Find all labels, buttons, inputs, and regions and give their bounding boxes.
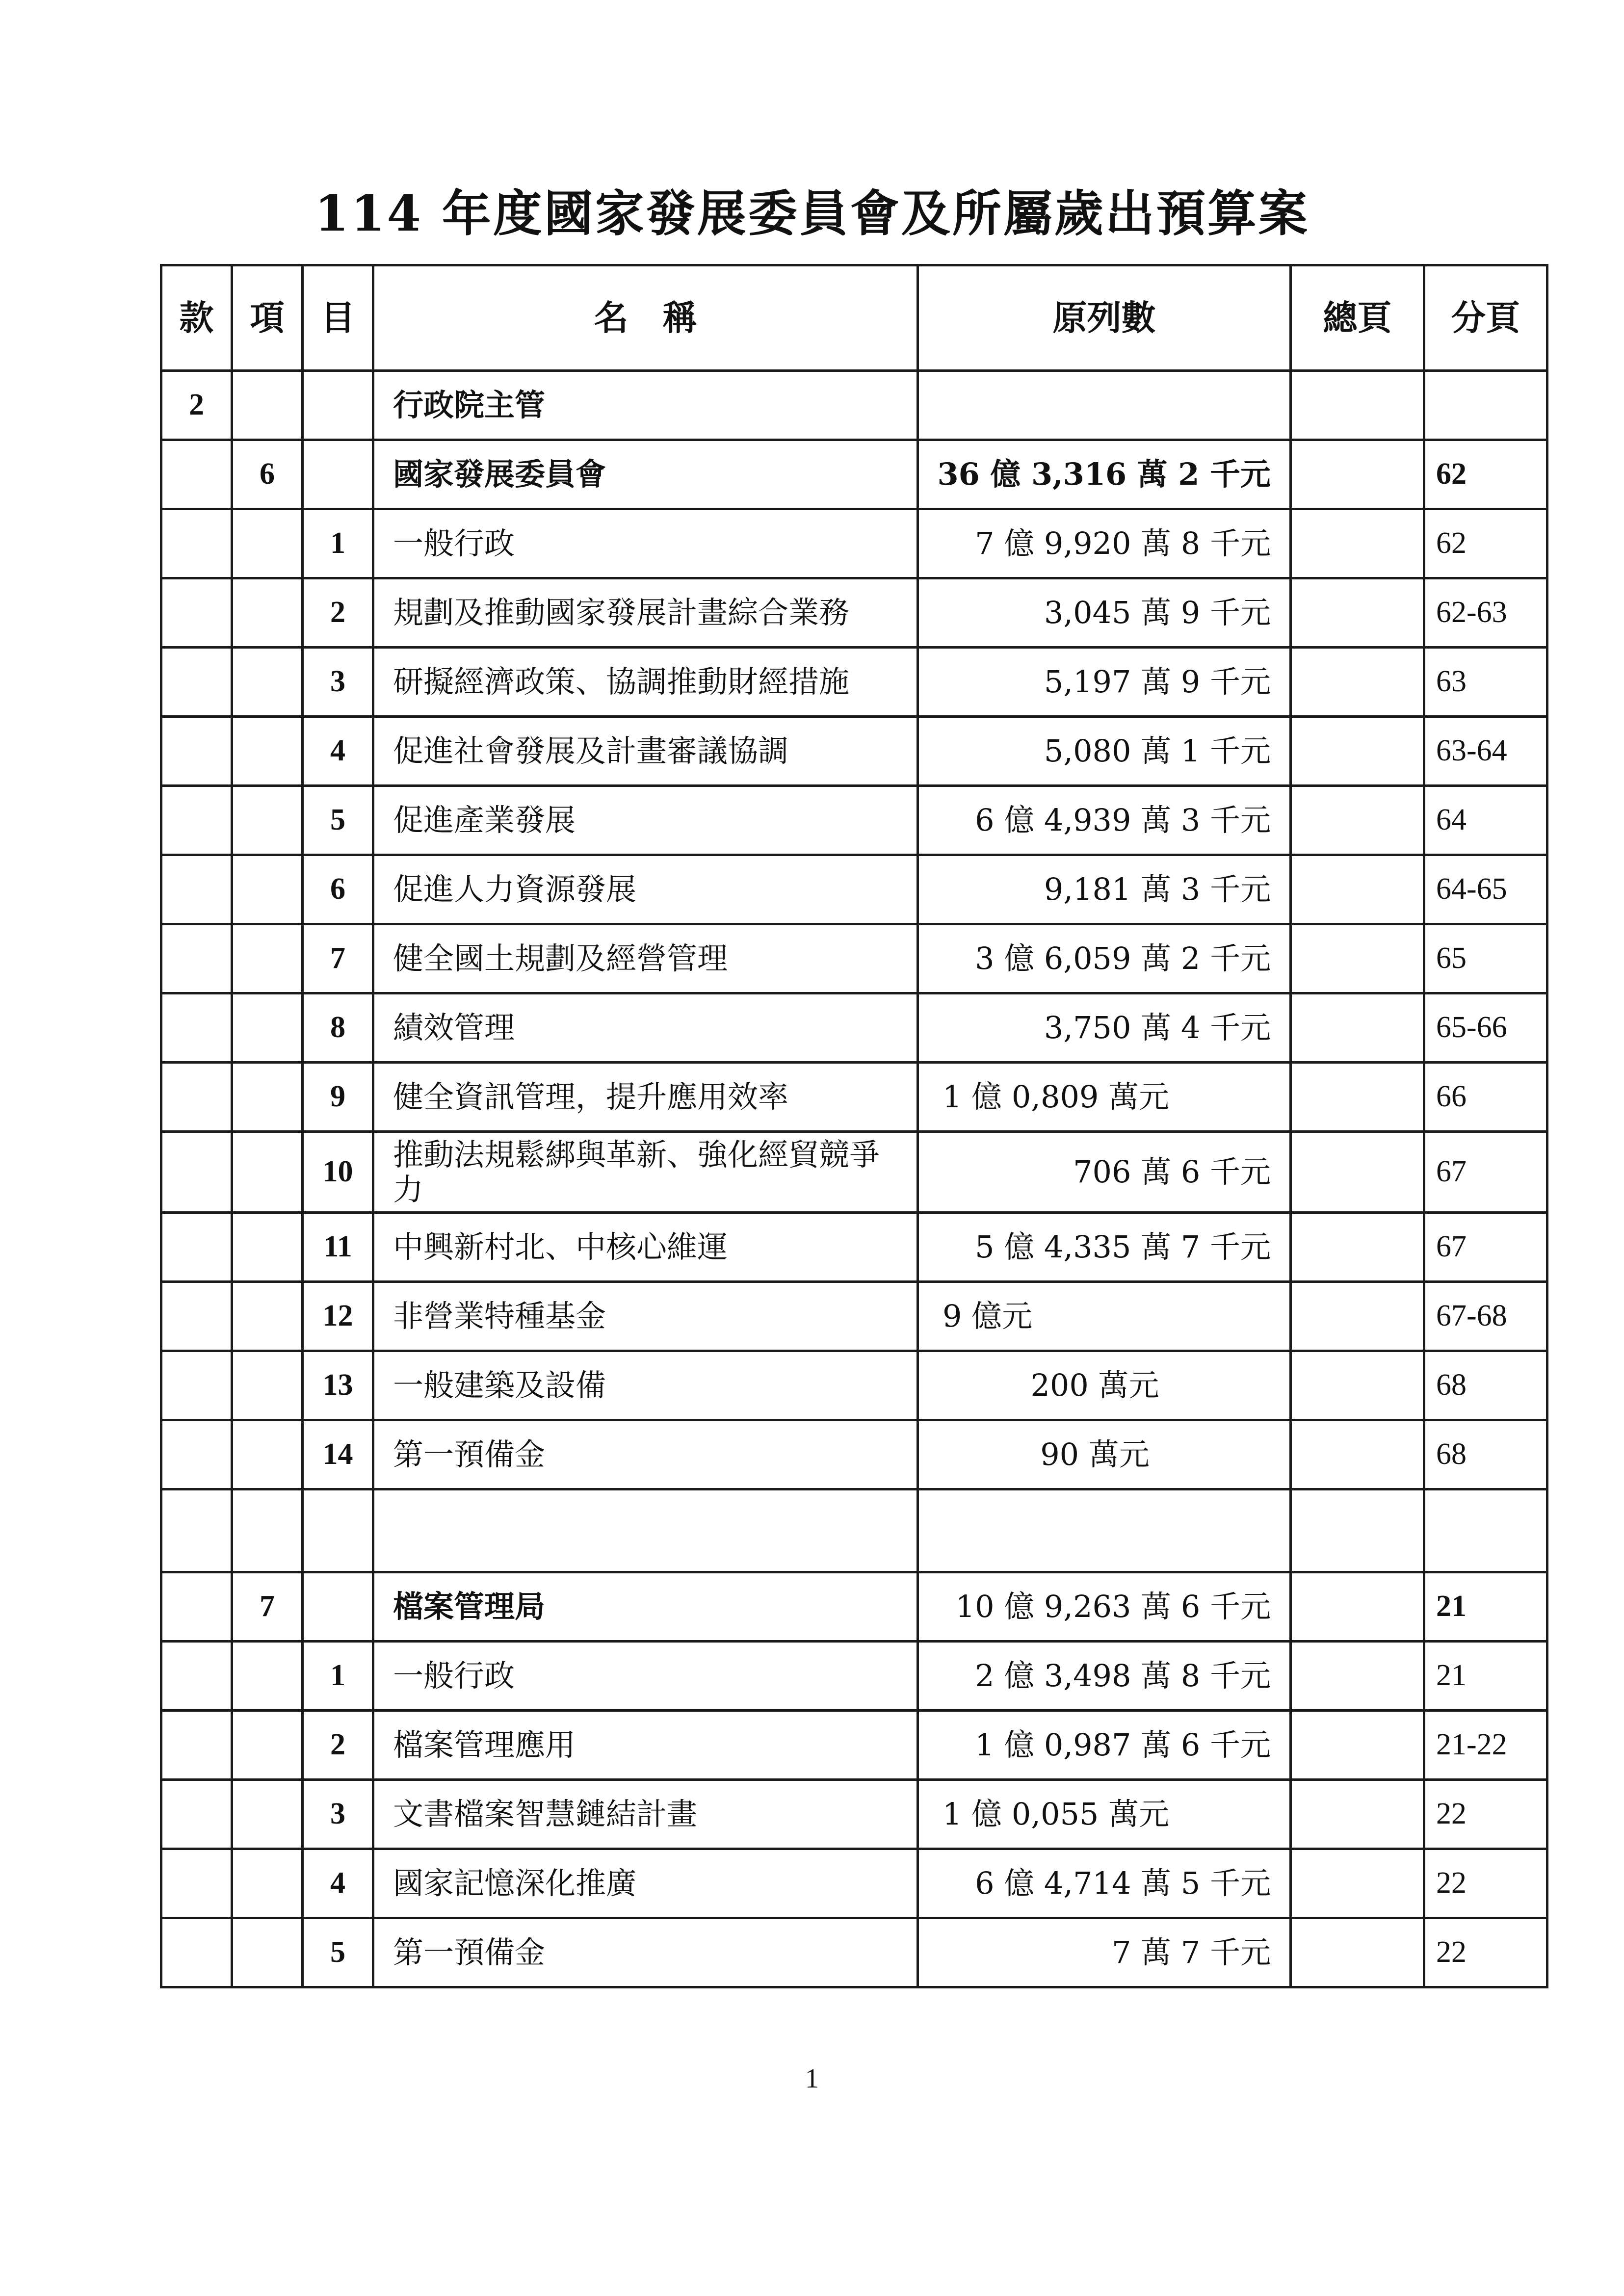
name-cell: 促進人力資源發展 [373, 855, 918, 924]
mu-cell: 5 [303, 786, 373, 855]
xiang-cell [232, 578, 303, 648]
sub-page-cell: 67-68 [1424, 1282, 1547, 1351]
budget-table [160, 264, 1548, 1988]
table-row [161, 786, 1547, 855]
sub-page-cell [1424, 1489, 1547, 1572]
name-cell: 健全資訊管理，提升應用效率 [373, 1063, 918, 1132]
table-row [161, 924, 1547, 993]
amount-cell: 5,197 萬 9 千元 [918, 648, 1291, 717]
table-row [161, 440, 1547, 509]
mu-cell [303, 440, 373, 509]
kuan-cell [161, 440, 232, 509]
table-row [161, 1063, 1547, 1132]
mu-cell: 6 [303, 855, 373, 924]
name-cell: 健全國土規劃及經營管理 [373, 924, 918, 993]
amount-cell: 10 億 9,263 萬 6 千元 [918, 1572, 1291, 1642]
xiang-cell [232, 993, 303, 1063]
kuan-cell [161, 1849, 232, 1918]
xiang-cell [232, 1132, 303, 1213]
table-row [161, 1132, 1547, 1213]
sub-page-cell: 66 [1424, 1063, 1547, 1132]
mu-cell: 1 [303, 509, 373, 578]
mu-cell: 7 [303, 924, 373, 993]
table-row [161, 1849, 1547, 1918]
total-page-cell [1291, 1642, 1424, 1711]
amount-cell: 2 億 3,498 萬 8 千元 [918, 1642, 1291, 1711]
mu-cell: 4 [303, 717, 373, 786]
mu-cell: 11 [303, 1213, 373, 1282]
mu-cell [303, 371, 373, 440]
name-cell: 檔案管理局 [373, 1572, 918, 1642]
header-xiang: 項 [232, 265, 303, 371]
mu-cell: 5 [303, 1918, 373, 1987]
name-cell: 非營業特種基金 [373, 1282, 918, 1351]
header-kuan: 款 [161, 265, 232, 371]
total-page-cell [1291, 1711, 1424, 1780]
amount-cell: 3 億 6,059 萬 2 千元 [918, 924, 1291, 993]
xiang-cell [232, 509, 303, 578]
name-cell: 推動法規鬆綁與革新、強化經貿競爭力 [373, 1132, 918, 1213]
xiang-cell [232, 1351, 303, 1420]
mu-cell: 3 [303, 1780, 373, 1849]
kuan-cell [161, 1918, 232, 1987]
xiang-cell [232, 1489, 303, 1572]
sub-page-cell: 21-22 [1424, 1711, 1547, 1780]
mu-cell [303, 1572, 373, 1642]
xiang-cell [232, 924, 303, 993]
name-cell: 國家記憶深化推廣 [373, 1849, 918, 1918]
table-row [161, 993, 1547, 1063]
kuan-cell [161, 924, 232, 993]
header-total-page: 總頁 [1291, 265, 1424, 371]
table-row [161, 1489, 1547, 1572]
xiang-cell [232, 1849, 303, 1918]
xiang-cell [232, 1213, 303, 1282]
table-row [161, 1918, 1547, 1987]
mu-cell: 9 [303, 1063, 373, 1132]
table-row [161, 509, 1547, 578]
total-page-cell [1291, 1420, 1424, 1489]
kuan-cell [161, 578, 232, 648]
name-cell: 一般建築及設備 [373, 1351, 918, 1420]
table-header-row [161, 265, 1547, 371]
name-cell: 第一預備金 [373, 1918, 918, 1987]
kuan-cell [161, 1572, 232, 1642]
amount-cell: 90 萬元 [918, 1420, 1291, 1489]
amount-cell [918, 1489, 1291, 1572]
total-page-cell [1291, 993, 1424, 1063]
table-row [161, 1572, 1547, 1642]
table-row [161, 578, 1547, 648]
page-number: 1 [805, 2063, 819, 2094]
sub-page-cell: 65-66 [1424, 993, 1547, 1063]
xiang-cell: 7 [232, 1572, 303, 1642]
kuan-cell [161, 648, 232, 717]
amount-cell: 36 億 3,316 萬 2 千元 [918, 440, 1291, 509]
xiang-cell [232, 1642, 303, 1711]
kuan-cell [161, 1711, 232, 1780]
table-row [161, 1213, 1547, 1282]
xiang-cell [232, 786, 303, 855]
sub-page-cell: 62 [1424, 509, 1547, 578]
total-page-cell [1291, 578, 1424, 648]
mu-cell: 1 [303, 1642, 373, 1711]
kuan-cell: 2 [161, 371, 232, 440]
kuan-cell [161, 993, 232, 1063]
mu-cell [303, 1489, 373, 1572]
name-cell: 規劃及推動國家發展計畫綜合業務 [373, 578, 918, 648]
mu-cell: 4 [303, 1849, 373, 1918]
sub-page-cell: 65 [1424, 924, 1547, 993]
header-mu: 目 [303, 265, 373, 371]
amount-cell: 9,181 萬 3 千元 [918, 855, 1291, 924]
table-row [161, 1711, 1547, 1780]
xiang-cell [232, 1918, 303, 1987]
amount-cell: 3,045 萬 9 千元 [918, 578, 1291, 648]
amount-cell: 7 億 9,920 萬 8 千元 [918, 509, 1291, 578]
kuan-cell [161, 717, 232, 786]
sub-page-cell: 64-65 [1424, 855, 1547, 924]
header-amount: 原列數 [918, 265, 1291, 371]
name-cell: 促進社會發展及計畫審議協調 [373, 717, 918, 786]
total-page-cell [1291, 717, 1424, 786]
sub-page-cell [1424, 371, 1547, 440]
kuan-cell [161, 1642, 232, 1711]
amount-cell: 3,750 萬 4 千元 [918, 993, 1291, 1063]
total-page-cell [1291, 1063, 1424, 1132]
sub-page-cell: 22 [1424, 1918, 1547, 1987]
name-cell: 一般行政 [373, 509, 918, 578]
kuan-cell [161, 1780, 232, 1849]
name-cell: 促進產業發展 [373, 786, 918, 855]
total-page-cell [1291, 440, 1424, 509]
xiang-cell [232, 855, 303, 924]
document-title: 114 年度國家發展委員會及所屬歲出預算案 [314, 184, 1310, 242]
xiang-cell [232, 717, 303, 786]
total-page-cell [1291, 1351, 1424, 1420]
table-row [161, 1282, 1547, 1351]
total-page-cell [1291, 1780, 1424, 1849]
total-page-cell [1291, 1918, 1424, 1987]
kuan-cell [161, 1351, 232, 1420]
name-cell: 第一預備金 [373, 1420, 918, 1489]
table-row [161, 1642, 1547, 1711]
sub-page-cell: 62 [1424, 440, 1547, 509]
xiang-cell [232, 1780, 303, 1849]
xiang-cell [232, 1063, 303, 1132]
name-cell: 文書檔案智慧鏈結計畫 [373, 1780, 918, 1849]
name-cell: 中興新村北、中核心維運 [373, 1213, 918, 1282]
amount-cell: 1 億 0,055 萬元 [918, 1780, 1291, 1849]
name-cell: 研擬經濟政策、協調推動財經措施 [373, 648, 918, 717]
mu-cell: 3 [303, 648, 373, 717]
amount-cell: 5 億 4,335 萬 7 千元 [918, 1213, 1291, 1282]
header-sub-page: 分頁 [1424, 265, 1547, 371]
mu-cell: 14 [303, 1420, 373, 1489]
amount-cell: 7 萬 7 千元 [918, 1918, 1291, 1987]
sub-page-cell: 22 [1424, 1780, 1547, 1849]
name-cell [373, 1489, 918, 1572]
total-page-cell [1291, 509, 1424, 578]
amount-cell [918, 371, 1291, 440]
name-cell: 一般行政 [373, 1642, 918, 1711]
name-cell: 行政院主管 [373, 371, 918, 440]
name-cell: 國家發展委員會 [373, 440, 918, 509]
table-row [161, 855, 1547, 924]
mu-cell: 8 [303, 993, 373, 1063]
mu-cell: 12 [303, 1282, 373, 1351]
kuan-cell [161, 786, 232, 855]
amount-cell: 200 萬元 [918, 1351, 1291, 1420]
name-cell: 檔案管理應用 [373, 1711, 918, 1780]
total-page-cell [1291, 924, 1424, 993]
amount-cell: 6 億 4,714 萬 5 千元 [918, 1849, 1291, 1918]
sub-page-cell: 62-63 [1424, 578, 1547, 648]
kuan-cell [161, 1132, 232, 1213]
table-row [161, 1420, 1547, 1489]
sub-page-cell: 21 [1424, 1572, 1547, 1642]
sub-page-cell: 22 [1424, 1849, 1547, 1918]
kuan-cell [161, 509, 232, 578]
total-page-cell [1291, 1132, 1424, 1213]
name-cell: 績效管理 [373, 993, 918, 1063]
kuan-cell [161, 1489, 232, 1572]
kuan-cell [161, 1063, 232, 1132]
total-page-cell [1291, 786, 1424, 855]
kuan-cell [161, 1213, 232, 1282]
sub-page-cell: 21 [1424, 1642, 1547, 1711]
xiang-cell [232, 1282, 303, 1351]
total-page-cell [1291, 855, 1424, 924]
table-row [161, 648, 1547, 717]
amount-cell: 1 億 0,987 萬 6 千元 [918, 1711, 1291, 1780]
total-page-cell [1291, 1849, 1424, 1918]
total-page-cell [1291, 1489, 1424, 1572]
sub-page-cell: 64 [1424, 786, 1547, 855]
total-page-cell [1291, 1572, 1424, 1642]
table-row [161, 371, 1547, 440]
amount-cell: 5,080 萬 1 千元 [918, 717, 1291, 786]
mu-cell: 2 [303, 1711, 373, 1780]
total-page-cell [1291, 371, 1424, 440]
sub-page-cell: 68 [1424, 1351, 1547, 1420]
xiang-cell [232, 371, 303, 440]
xiang-cell [232, 1711, 303, 1780]
table-row [161, 717, 1547, 786]
total-page-cell [1291, 1282, 1424, 1351]
xiang-cell [232, 1420, 303, 1489]
kuan-cell [161, 1282, 232, 1351]
sub-page-cell: 67 [1424, 1132, 1547, 1213]
amount-cell: 9 億元 [918, 1282, 1291, 1351]
total-page-cell [1291, 648, 1424, 717]
table-row [161, 1351, 1547, 1420]
sub-page-cell: 68 [1424, 1420, 1547, 1489]
header-name: 名 稱 [373, 265, 918, 371]
mu-cell: 2 [303, 578, 373, 648]
xiang-cell [232, 648, 303, 717]
total-page-cell [1291, 1213, 1424, 1282]
amount-cell: 1 億 0,809 萬元 [918, 1063, 1291, 1132]
kuan-cell [161, 855, 232, 924]
sub-page-cell: 63-64 [1424, 717, 1547, 786]
sub-page-cell: 63 [1424, 648, 1547, 717]
mu-cell: 10 [303, 1132, 373, 1213]
mu-cell: 13 [303, 1351, 373, 1420]
amount-cell: 6 億 4,939 萬 3 千元 [918, 786, 1291, 855]
kuan-cell [161, 1420, 232, 1489]
table-row [161, 1780, 1547, 1849]
amount-cell: 706 萬 6 千元 [918, 1132, 1291, 1213]
xiang-cell: 6 [232, 440, 303, 509]
sub-page-cell: 67 [1424, 1213, 1547, 1282]
